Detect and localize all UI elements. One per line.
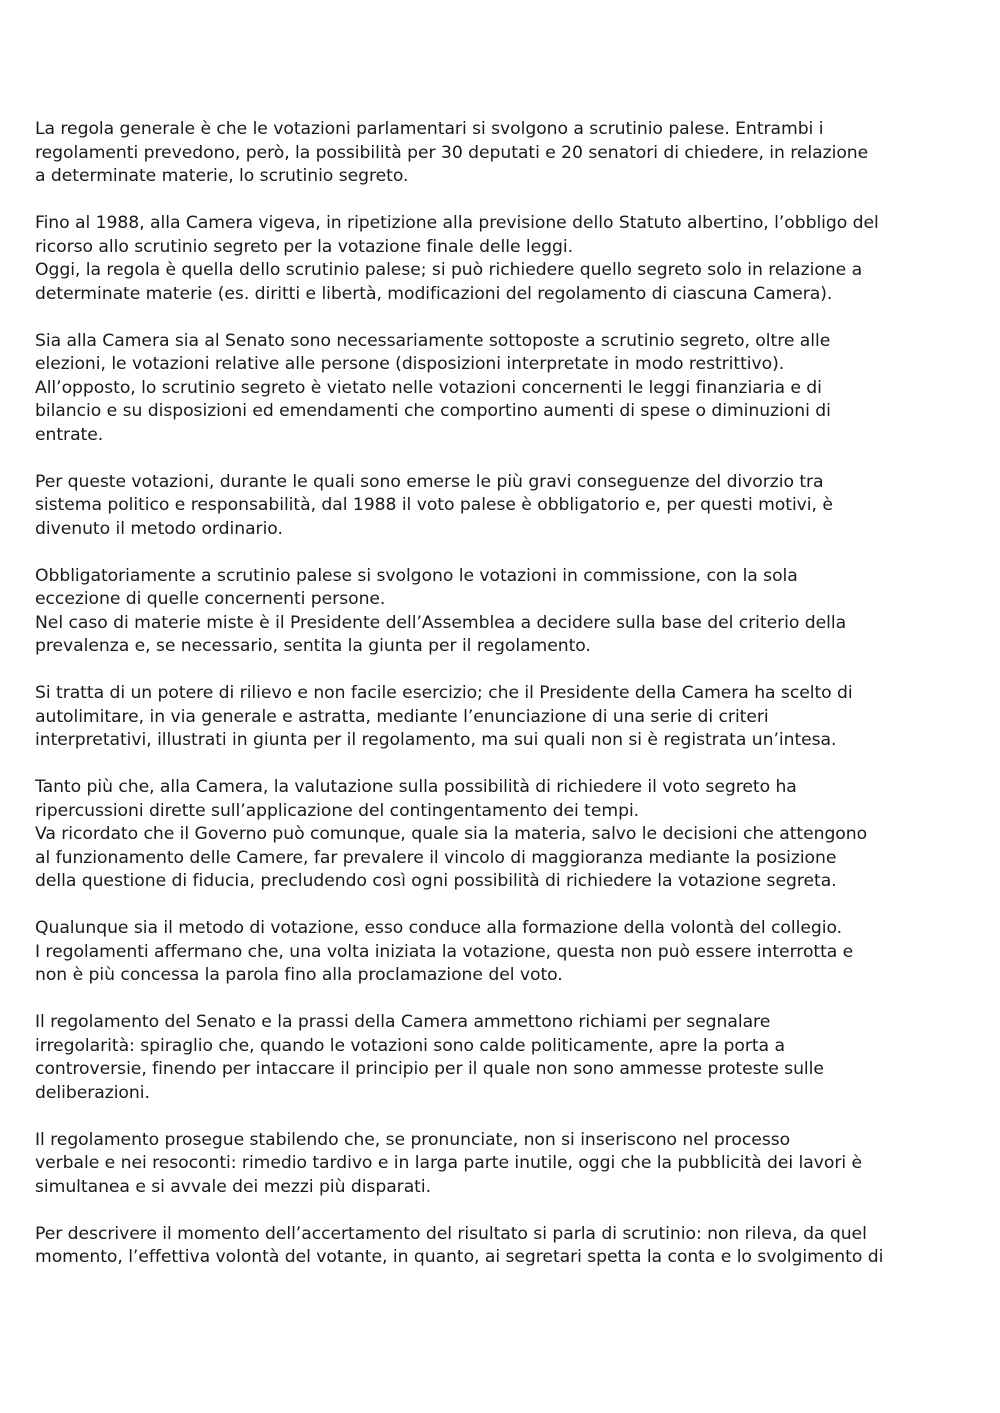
text-line: a determinate materie, lo scrutinio segreto. [35,166,409,186]
text-line: bilancio e su disposizioni ed emendamenti che comportino aumenti di spese o diminuzioni di [35,401,831,421]
text-line: Si tratta di un potere di rilievo e non facile esercizio; che il Presidente della Camera ha scelto di [35,683,853,703]
paragraph [35,1011,975,1105]
text-line: Sia alla Camera sia al Senato sono necessariamente sottoposte a scrutinio segreto, oltre alle [35,330,831,351]
text-line: della questione di fiducia, precludendo così ogni possibilità di richiedere la votazione segreta. [35,871,837,891]
paragraph [35,330,975,448]
text-line: momento, l’effettiva volontà del votante, in quanto, ai segretari spetta la conta e lo svolgimento di [35,1247,884,1267]
paragraph [35,212,975,306]
text-line: prevalenza e, se necessario, sentita la giunta per il regolamento. [35,636,591,656]
text-line: determinate materie (es. diritti e libertà, modificazioni del regolamento di ciascuna Camera). [35,283,833,304]
paragraph [35,471,975,542]
text-line: al funzionamento delle Camere, far prevalere il vincolo di maggioranza mediante la posizione [35,847,837,868]
text-line: Oggi, la regola è quella dello scrutinio palese; si può richiedere quello segreto solo in relazione a [35,260,863,280]
text-line: I regolamenti affermano che, una volta iniziata la votazione, questa non può essere interrotta e [35,941,854,962]
text-line: Qualunque sia il metodo di votazione, esso conduce alla formazione della volontà del collegio. [35,918,843,938]
text-line: Nel caso di materie miste è il Presidente dell’Assemblea a decidere sulla base del criterio della [35,612,847,633]
text-line: ricorso allo scrutinio segreto per la votazione finale delle leggi. [35,236,573,257]
text-line: sistema politico e responsabilità, dal 1988 il voto palese è obbligatorio e, per questi motivi, è [35,495,833,515]
paragraph [35,118,975,189]
document-body [35,118,975,1293]
text-line: entrate. [35,424,104,445]
paragraph [35,682,975,753]
text-line: Obbligatoriamente a scrutinio palese si svolgono le votazioni in commissione, con la sola [35,565,798,586]
text-line: Il regolamento prosegue stabilendo che, se pronunciate, non si inseriscono nel processo [35,1129,791,1150]
text-line: All’opposto, lo scrutinio segreto è vietato nelle votazioni concernenti le leggi finanziaria e di [35,377,822,398]
text-line: non è più concessa la parola fino alla proclamazione del voto. [35,965,563,985]
paragraph [35,776,975,894]
text-line: interpretativi, illustrati in giunta per il regolamento, ma sui quali non si è registrata un’intesa. [35,730,837,750]
text-line: elezioni, le votazioni relative alle persone (disposizioni interpretate in modo restrittivo). [35,354,785,374]
text-line: controversie, finendo per intaccare il principio per il quale non sono ammesse proteste sulle [35,1059,824,1079]
text-line: eccezione di quelle concernenti persone. [35,589,386,609]
text-line: Per descrivere il momento dell’accertamento del risultato si parla di scrutinio: non rileva, da quel [35,1223,867,1244]
paragraph [35,917,975,988]
text-line: irregolarità: spiraglio che, quando le votazioni sono calde politicamente, apre la porta a [35,1035,785,1056]
paragraph [35,565,975,659]
text-line: Fino al 1988, alla Camera vigeva, in ripetizione alla previsione dello Statuto albertino, l’obbligo del [35,213,879,233]
text-line: verbale e nei resoconti: rimedio tardivo e in larga parte inutile, oggi che la pubblicità dei lavori è [35,1153,863,1173]
text-line: Tanto più che, alla Camera, la valutazione sulla possibilità di richiedere il voto segreto ha [35,777,797,797]
paragraph [35,1129,975,1200]
text-line: regolamenti prevedono, però, la possibilità per 30 deputati e 20 senatori di chiedere, in relazione [35,142,869,163]
text-line: Va ricordato che il Governo può comunque, quale sia la materia, salvo le decisioni che attengono [35,824,868,844]
text-line: deliberazioni. [35,1082,150,1103]
text-line: simultanea e si avvale dei mezzi più disparati. [35,1176,432,1197]
paragraph [35,1223,975,1270]
text-line: Per queste votazioni, durante le quali sono emerse le più gravi conseguenze del divorzio tra [35,471,824,492]
text-line: autolimitare, in via generale e astratta, mediante l’enunciazione di una serie di criteri [35,706,769,727]
text-line: divenuto il metodo ordinario. [35,518,283,539]
text-line: Il regolamento del Senato e la prassi della Camera ammettono richiami per segnalare [35,1012,771,1032]
text-line: ripercussioni dirette sull’applicazione del contingentamento dei tempi. [35,800,640,821]
text-line: La regola generale è che le votazioni parlamentari si svolgono a scrutinio palese. Entrambi i [35,119,824,139]
